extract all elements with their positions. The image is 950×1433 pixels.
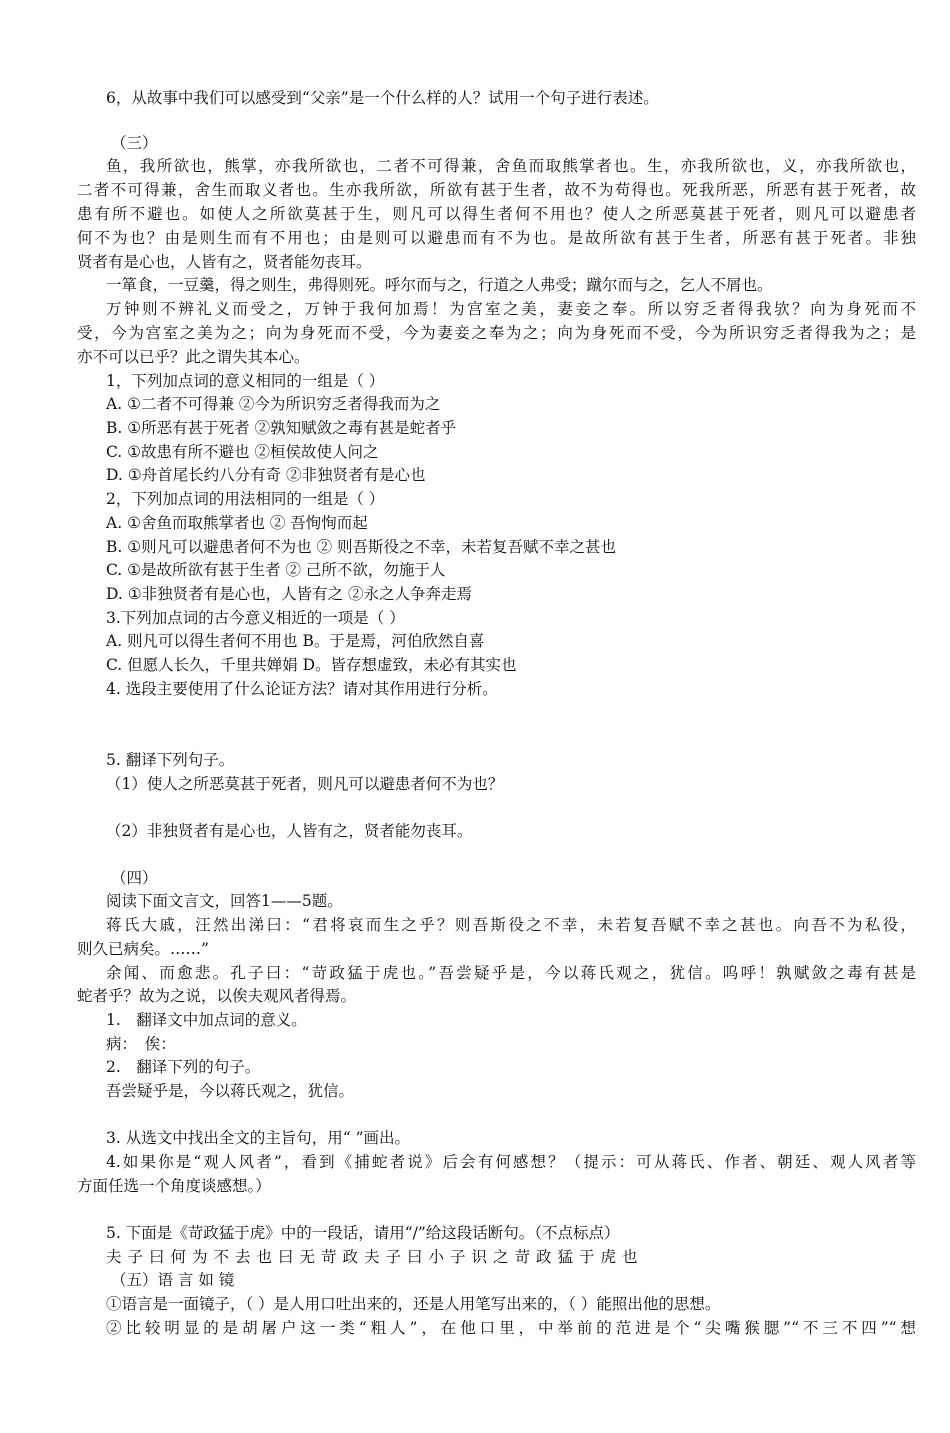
- s5-line-2: ②比较明显的是胡屠户这一类“粗人”，在他口里，中举前的范进是个“尖嘴猴腮”“不三不四”“想: [106, 1319, 916, 1337]
- s3-question-1-option-b: B. ①所恶有甚于死者 ②孰知赋敛之毒有甚是蛇者乎: [106, 419, 457, 437]
- s3-question-5-item-2: （2）非独贤者有是心也，人皆有之，贤者能勿丧耳。: [106, 822, 473, 840]
- s3-paragraph-1-line-2: 二者不可得兼，舍生而取义者也。生亦我所欲，所欲有甚于生者，故不为苟得也。死我所恶，所恶有甚于死者，故: [77, 181, 916, 199]
- s4-question-4-line-1: 4.如果你是“观人风者”，看到《捕蛇者说》后会有何感想？（提示：可从蒋氏、作者、朝廷、观人风者等: [106, 1153, 916, 1171]
- s3-question-3-option-cd: C. 但愿人长久，千里共婵娟 D。皆存想虚致，未必有其实也: [106, 656, 517, 674]
- s4-question-3: 3. 从选文中找出全文的主旨句，用“ ”画出。: [106, 1129, 410, 1147]
- s3-question-2-option-a: A. ①舍鱼而取熊掌者也 ② 吾恂恂而起: [106, 514, 368, 532]
- s3-paragraph-3-line-3: 亦不可以已乎？此之谓失其本心。: [77, 348, 310, 366]
- question-6-father: 6，从故事中我们可以感受到“父亲”是一个什么样的人？试用一个句子进行表述。: [106, 89, 659, 107]
- s4-paragraph-1-line-2: 则久已病矣。……”: [77, 940, 209, 958]
- s3-question-1-option-a: A. ①二者不可得兼 ②今为所识穷乏者得我而为之: [106, 395, 441, 413]
- s4-intro: 阅读下面文言文，回答1——5题。: [106, 892, 343, 910]
- s3-question-3-stem: 3.下列加点词的古今意义相近的一项是（ ）: [106, 609, 405, 627]
- s3-paragraph-1-line-4: 何不为也？由是则生而有不用也；由是则可以避患而有不为也。是故所欲有甚于生者，所恶有甚于死者。非独: [77, 229, 916, 247]
- s3-paragraph-3-line-1: 万钟则不辨礼义而受之，万钟于我何加焉！为宫室之美，妻妾之奉。所以穷乏者得我欤？向为身死而不: [106, 300, 916, 318]
- s4-question-5-text: 夫子曰何为不去也曰无苛政夫子曰小子识之苛政猛于虎也: [106, 1248, 644, 1266]
- s3-paragraph-1-line-5: 贤者有是心也，人皆有之，贤者能勿丧耳。: [77, 253, 372, 271]
- s3-question-2-option-b: B. ①则凡可以避患者何不为也 ② 则吾斯役之不幸，未若复吾赋不幸之甚也: [106, 538, 616, 556]
- s3-question-2-option-d: D. ①非独贤者有是心也，人皆有之 ②永之人争奔走焉: [106, 585, 473, 603]
- s3-question-3-option-ab: A. 则凡可以得生者何不用也 B。于是焉，河伯欣然自喜: [106, 632, 485, 650]
- s4-question-2-sentence: 吾尝疑乎是，今以蒋氏观之，犹信。: [106, 1082, 355, 1100]
- s3-paragraph-1-line-3: 患有所不避也。如使人之所欲莫甚于生，则凡可以得生者何不用也？使人之所恶莫甚于死者，则凡可以避患者: [77, 205, 916, 223]
- s4-question-5-stem: 5. 下面是《苛政猛于虎》中的一段话，请用“/”给这段话断句。（不点标点）: [106, 1224, 620, 1242]
- s4-paragraph-2-line-2: 蛇者乎？故为之说，以俟夫观风者得焉。: [77, 987, 357, 1005]
- s3-question-2-stem: 2，下列加点词的用法相同的一组是（ ）: [106, 490, 385, 508]
- section-5-heading: （五）语 言 如 镜: [111, 1271, 235, 1289]
- s4-paragraph-1-line-1: 蒋氏大戚，汪然出涕曰：“君将哀而生之乎？则吾斯役之不幸，未若复吾赋不幸之甚也。向吾不为私役，: [106, 916, 916, 934]
- section-3-heading: （三）: [111, 134, 158, 152]
- s3-question-1-stem: 1，下列加点词的意义相同的一组是（ ）: [106, 372, 385, 390]
- s3-question-4: 4. 选段主要使用了什么论证方法？请对其作用进行分析。: [106, 680, 498, 698]
- s3-paragraph-2: 一箪食，一豆羹，得之则生，弗得则死。呼尔而与之，行道之人弗受；蹴尔而与之，乞人不屑也。: [106, 276, 773, 294]
- s4-question-1-stem: 1. 翻译文中加点词的意义。: [106, 1011, 307, 1029]
- s4-question-4-line-2: 方面任选一个角度谈感想。）: [77, 1177, 271, 1195]
- s3-paragraph-1-line-1: 鱼，我所欲也，熊掌，亦我所欲也，二者不可得兼，舍鱼而取熊掌者也。生，亦我所欲也，义，亦我所欲也，: [106, 157, 916, 175]
- s3-question-5-item-1: （1）使人之所恶莫甚于死者，则凡可以避患者何不为也？: [106, 775, 504, 793]
- s3-question-1-option-c: C. ①故患有所不避也 ②桓侯故使人问之: [106, 443, 379, 461]
- s5-line-1: ①语言是一面镜子，（ ）是人用口吐出来的，还是人用笔写出来的，（ ）能照出他的思想。: [106, 1295, 721, 1313]
- s4-paragraph-2-line-1: 余闻、而愈悲。孔子曰：“苛政猛于虎也。”吾尝疑乎是，今以蒋氏观之，犹信。呜呼！孰赋敛之毒有甚是: [106, 964, 916, 982]
- s3-paragraph-3-line-2: 受，今为宫室之美为之；向为身死而不受，今为妻妾之奉为之；向为身死而不受，今为所识穷乏者得我为之；是: [77, 324, 916, 342]
- s3-question-1-option-d: D. ①舟首尾长约八分有奇 ②非独贤者有是心也: [106, 466, 426, 484]
- s3-question-2-option-c: C. ①是故所欲有甚于生者 ② 己所不欲，勿施于人: [106, 561, 446, 579]
- s3-question-5-stem: 5. 翻译下列句子。: [106, 751, 235, 769]
- s4-question-2-stem: 2. 翻译下列的句子。: [106, 1058, 261, 1076]
- section-4-heading: （四）: [111, 869, 158, 887]
- s4-question-1-words: 病： 俟：: [106, 1035, 176, 1053]
